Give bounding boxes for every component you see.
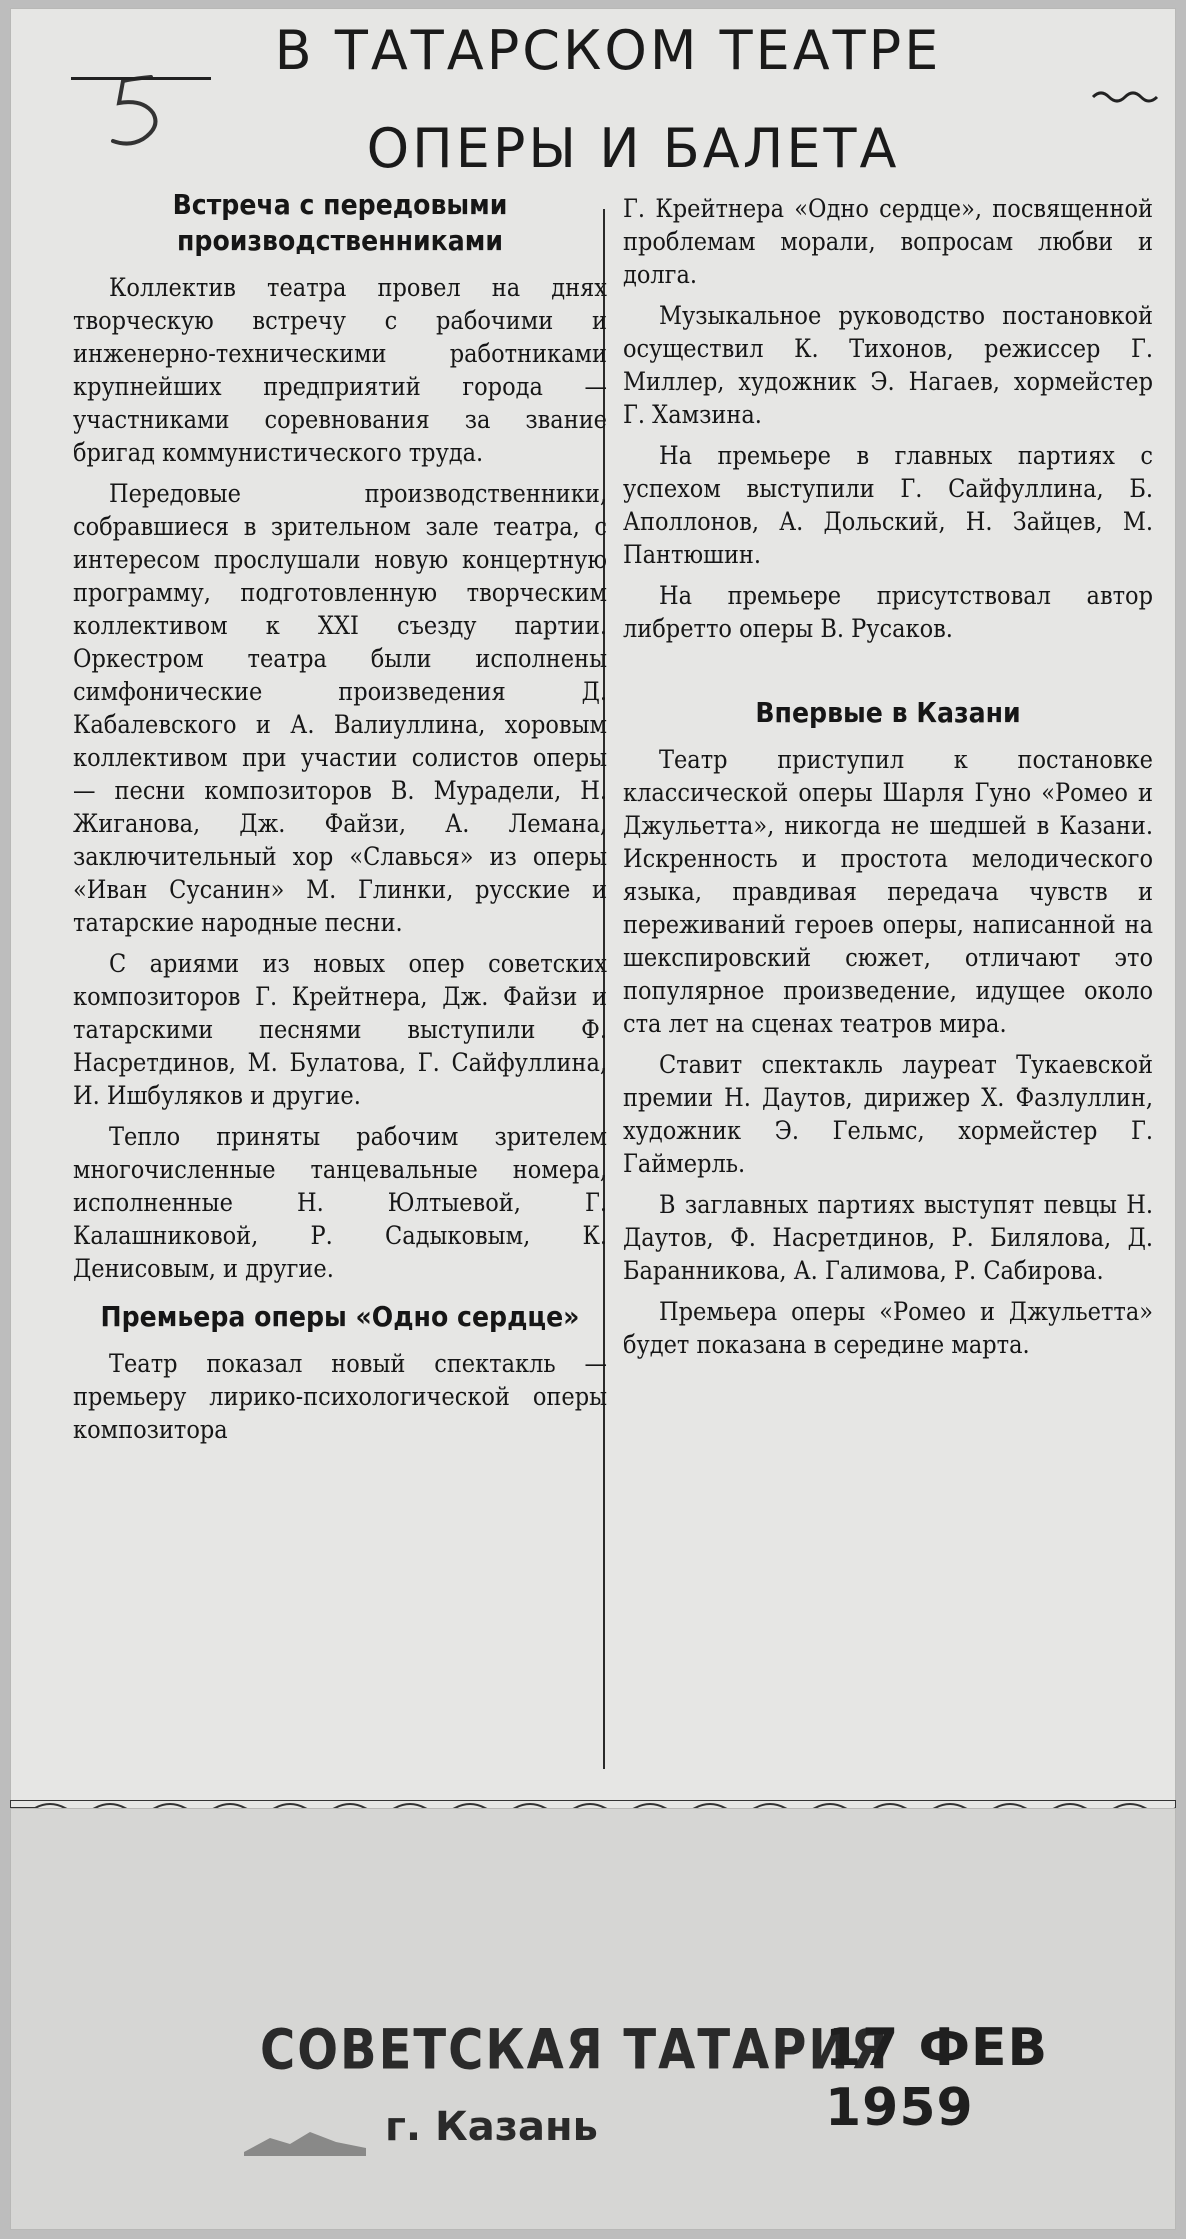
paragraph: На премьере в главных партиях с успехом выступили Г. Сайфуллина, Б. Аполлонов, А. Дольский, Н. Зайцев, М. Пантюшин. xyxy=(623,441,1153,569)
section-title-meeting: Встреча с передовыми производственниками xyxy=(172,188,508,257)
ink-smudge xyxy=(240,2118,370,2158)
paragraph: Коллектив театра провел на днях творческую встречу с рабочими и инженерно-техническими работниками крупнейших предприятий города — участниками соревнования за звание бригад коммунистического труда. xyxy=(73,273,607,467)
paragraph: Театр показал новый спектакль — премьеру лирико-психологической оперы композитора xyxy=(73,1349,607,1444)
paragraph: Музыкальное руководство постановкой осуществил К. Тихонов, режиссер Г. Миллер, художник Э. Нагаев, хормейстер Г. Хамзина. xyxy=(623,301,1153,429)
headline-line-1: В ТАТАРСКОМ ТЕАТРЕ xyxy=(274,19,942,82)
paragraph: С ариями из новых опер советских композиторов Г. Крейтнера, Дж. Файзи и татарскими песнями выступили Ф. Насретдинов, М. Булатова, Г. Сайфуллина, И. Ишбуляков и другие. xyxy=(73,949,607,1110)
paragraph: Тепло приняты рабочим зрителем многочисленные танцевальные номера, исполненные Н. Юлтыевой, Г. Калашниковой, Р. Садыковым, К. Денисовым, и другие. xyxy=(73,1122,607,1283)
paragraph: Г. Крейтнера «Одно сердце», посвященной проблемам морали, вопросам любви и долга. xyxy=(623,194,1153,289)
stamp-newspaper-name: СОВЕТСКАЯ ТАТАРИЯ xyxy=(260,2017,890,2083)
stamp-city: г. Казань xyxy=(385,2104,598,2150)
section-title-first-time: Впервые в Казани xyxy=(755,696,1021,729)
left-column xyxy=(73,187,607,1454)
stamp-date: 17 ФЕВ 1959 xyxy=(825,2018,1049,2138)
section-title-premiere: Премьера оперы «Одно сердце» xyxy=(100,1300,580,1333)
newspaper-clipping xyxy=(10,8,1176,1808)
paragraph: Премьера оперы «Ромео и Джульетта» будет показана в середине марта. xyxy=(623,1297,1153,1359)
paragraph: Ставит спектакль лауреат Тукаевской премии Н. Даутов, дирижер Х. Фазлуллин, художник Э. Гельмс, хормейстер Г. Гаймерль. xyxy=(623,1050,1153,1178)
right-column xyxy=(623,192,1153,1369)
paragraph: Театр приступил к постановке классической оперы Шарля Гуно «Ромео и Джульетта», никогда не шедшей в Казани. Искренность и простота мелодического языка, правдивая передача чувств и переживаний героев оперы, написанной на шекспировский сюжет, отличают это популярное произведение, идущее около ста лет на сценах театров мира. xyxy=(623,745,1153,1038)
paragraph: В заглавных партиях выступят певцы Н. Даутов, Ф. Насретдинов, Р. Билялова, Д. Баранникова, А. Галимова, Р. Сабирова. xyxy=(623,1190,1153,1285)
paragraph: На премьере присутствовал автор либретто оперы В. Русаков. xyxy=(623,581,1153,643)
headline-line-2: ОПЕРЫ И БАЛЕТА xyxy=(366,117,900,180)
wavy-ornament-right xyxy=(1091,87,1161,103)
paragraph: Передовые производственники, собравшиеся в зрительном зале театра, с интересом прослушали новую концертную программу, подготовленную творческим коллективом к XXI съезду партии. Оркестром театра были исполнены симфонические произведения Д. Кабалевского и А. Валиуллина, хоровым коллективом при участии солистов оперы — песни композиторов В. Мурадели, Н. Жиганова, Дж. Файзи, А. Лемана, заключительный хор «Славься» из оперы «Иван Сусанин» М. Глинки, русские и татарские народные песни. xyxy=(73,479,607,937)
